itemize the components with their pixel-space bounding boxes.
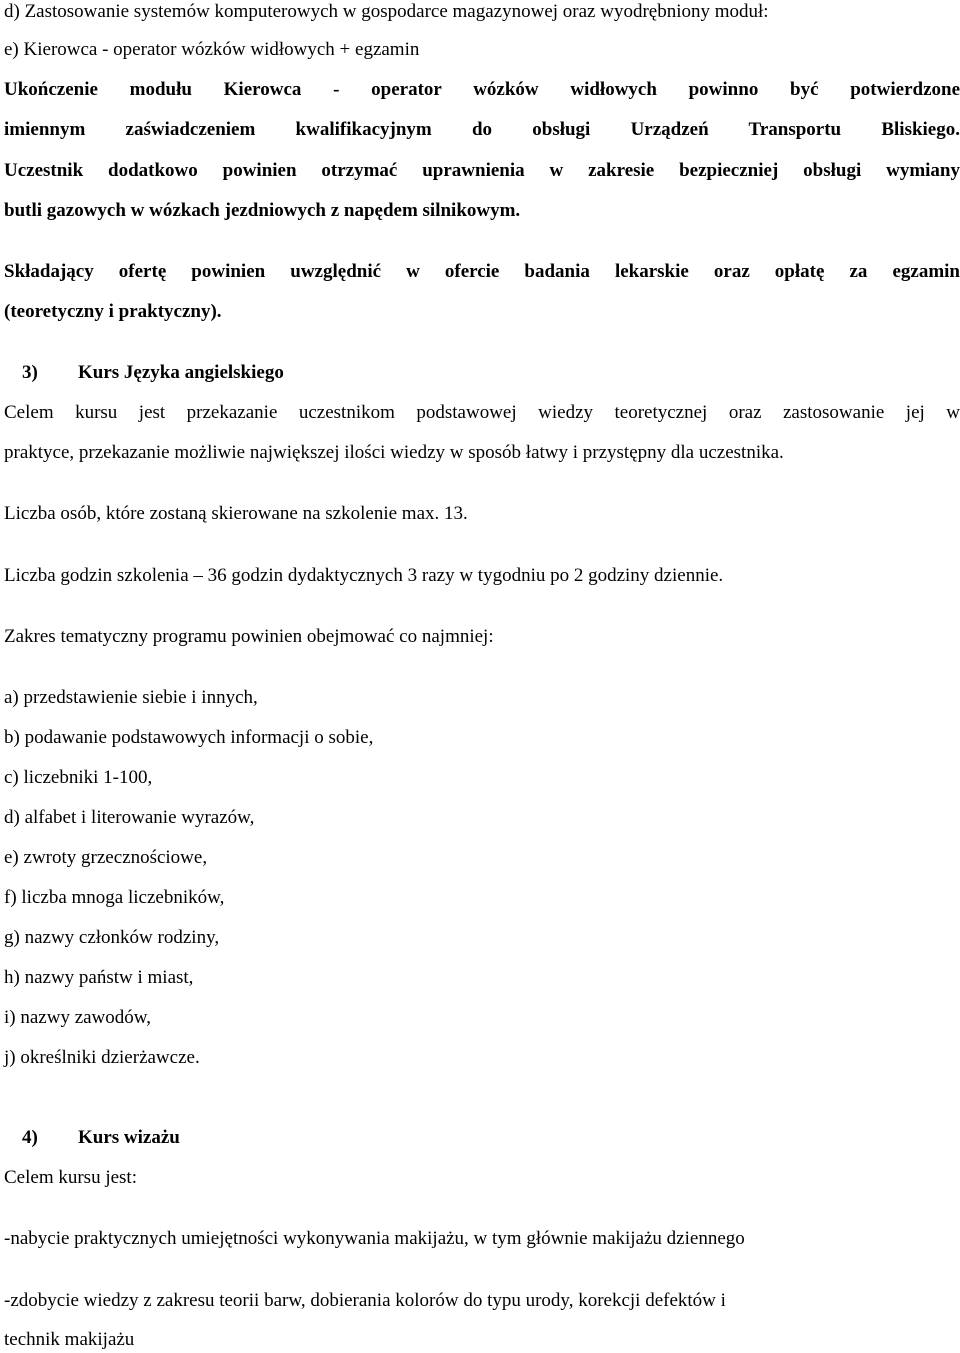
goal-item: -nabycie praktycznych umiejętności wykonywania makijażu, w tym głównie makijażu dziennego — [4, 1228, 745, 1249]
goal-item: -zdobycie wiedzy z zakresu teorii barw, dobierania kolorów do typu urody, korekcji defektów i — [4, 1290, 726, 1311]
section-title: Kurs Języka angielskiego — [78, 362, 284, 383]
paragraph-line: (teoretyczny i praktyczny). — [4, 301, 222, 322]
participants-line: Liczba osób, które zostaną skierowane na szkolenie max. 13. — [4, 503, 468, 524]
hours-line: Liczba godzin szkolenia – 36 godzin dydaktycznych 3 razy w tygodniu po 2 godziny dziennie. — [4, 565, 724, 586]
paragraph-line: Składający ofertę powinien uwzględnić w ofercie badania lekarskie oraz opłatę za egzamin — [4, 261, 960, 282]
topic-item: j) określniki dzierżawcze. — [4, 1047, 200, 1068]
list-item-e: e) Kierowca - operator wózków widłowych + egzamin — [4, 39, 420, 60]
section-heading-3 — [22, 361, 284, 385]
topic-item: f) liczba mnoga liczebników, — [4, 887, 225, 908]
section-number: 3) — [22, 362, 38, 383]
topic-item: e) zwroty grzecznościowe, — [4, 847, 208, 868]
paragraph-line: Celem kursu jest przekazanie uczestnikom podstawowej wiedzy teoretycznej oraz zastosowanie jej w — [4, 402, 960, 423]
paragraph-line: Ukończenie modułu Kierowca - operator wózków widłowych powinno być potwierdzone — [4, 79, 960, 100]
topic-item: c) liczebniki 1-100, — [4, 767, 153, 788]
topic-item: i) nazwy zawodów, — [4, 1007, 152, 1028]
section-number: 4) — [22, 1127, 38, 1148]
goal-item: technik makijażu — [4, 1329, 135, 1350]
paragraph-line: Uczestnik dodatkowo powinien otrzymać uprawnienia w zakresie bezpieczniej obsługi wymiany — [4, 160, 960, 181]
paragraph-line: imiennym zaświadczeniem kwalifikacyjnym do obsługi Urządzeń Transportu Bliskiego. — [4, 119, 960, 140]
paragraph-line: butli gazowych w wózkach jezdniowych z napędem silnikowym. — [4, 200, 521, 221]
topic-item: b) podawanie podstawowych informacji o sobie, — [4, 727, 374, 748]
topic-item: h) nazwy państw i miast, — [4, 967, 194, 988]
goal-intro: Celem kursu jest: — [4, 1167, 137, 1188]
topic-item: g) nazwy członków rodziny, — [4, 927, 220, 948]
section-heading-4 — [22, 1126, 180, 1150]
topic-item: a) przedstawienie siebie i innych, — [4, 687, 258, 708]
list-item-d: d) Zastosowanie systemów komputerowych w gospodarce magazynowej oraz wyodrębniony moduł: — [4, 1, 769, 22]
section-title: Kurs wizażu — [78, 1127, 180, 1148]
paragraph-line: praktyce, przekazanie możliwie największej ilości wiedzy w sposób łatwy i przystępny dla uczestnika. — [4, 442, 784, 463]
scope-intro: Zakres tematyczny programu powinien obejmować co najmniej: — [4, 626, 494, 647]
topic-item: d) alfabet i literowanie wyrazów, — [4, 807, 255, 828]
